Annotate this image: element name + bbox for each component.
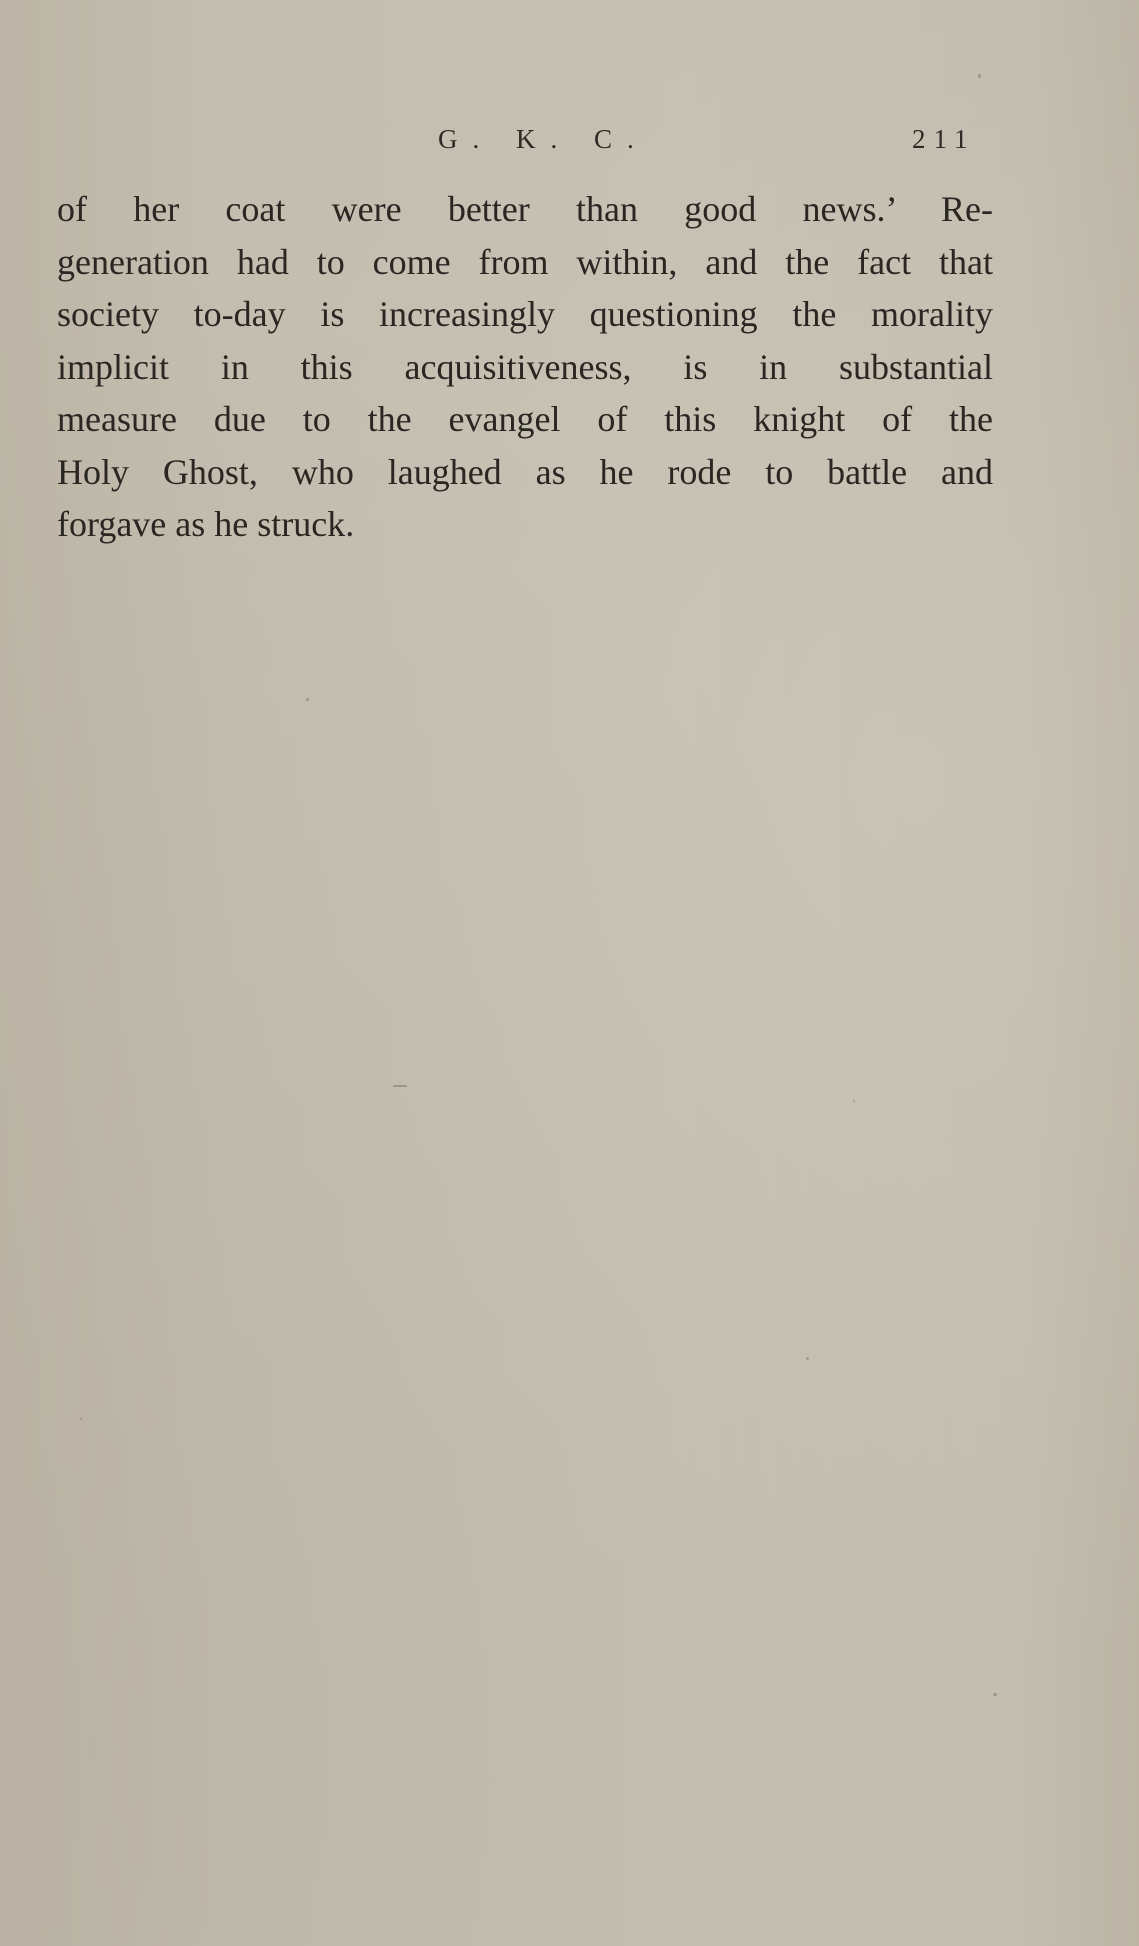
text-line: forgave as he struck. <box>57 504 355 544</box>
text-line: implicit in this acquisitiveness, is in substantial <box>57 346 993 387</box>
paper-speck <box>306 698 309 701</box>
text-line: of her coat were better than good news.’ Re- <box>57 189 993 229</box>
body-paragraph <box>57 183 993 551</box>
paper-speck <box>978 74 981 78</box>
paper-speck <box>806 1357 809 1360</box>
paper-speck <box>853 1100 855 1102</box>
text-line: society to-day is increasingly questioning the morality <box>57 294 993 334</box>
running-title: G. K. C. <box>438 124 649 154</box>
running-head <box>0 124 1139 164</box>
text-line: Holy Ghost, who laughed as he rode to battle and <box>57 451 993 492</box>
text-line: measure due to the evangel of this knight of the <box>57 399 993 439</box>
paper-speck <box>80 1418 82 1420</box>
text-line: generation had to come from within, and the fact that <box>57 241 993 282</box>
paper-speck <box>393 1085 407 1087</box>
paper-speck <box>993 1693 997 1696</box>
page-number: 211 <box>912 124 976 154</box>
